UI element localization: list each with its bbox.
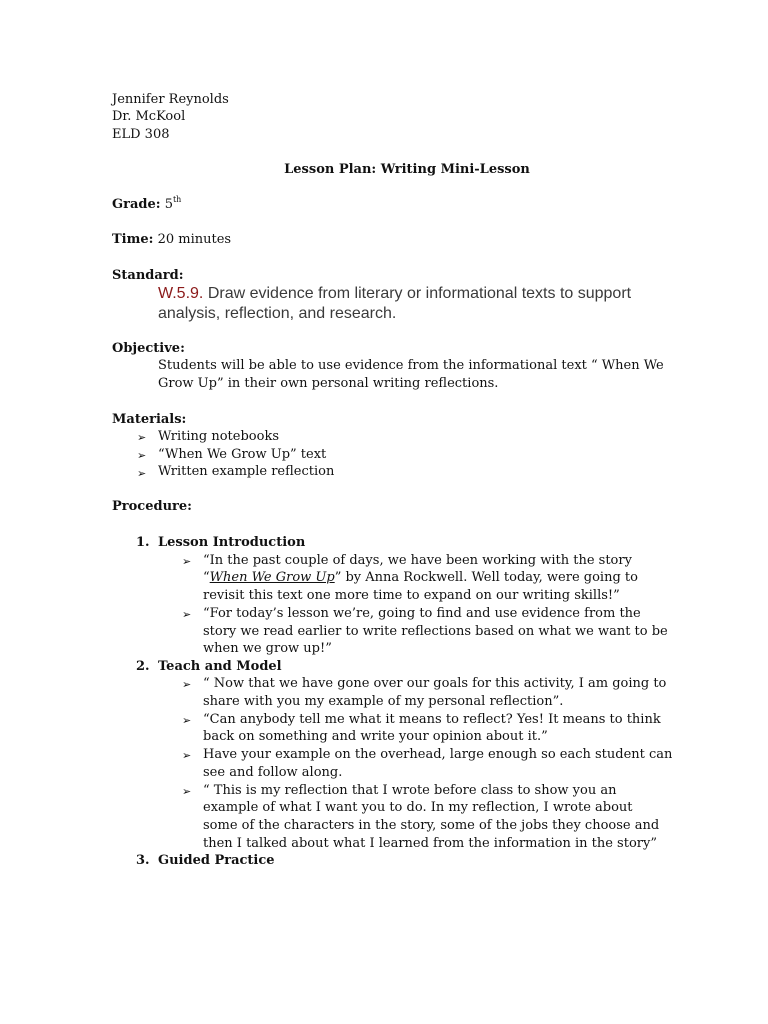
bullet-line: back on something and write your opinion about it.” bbox=[203, 729, 548, 744]
step-number: 2. bbox=[136, 659, 150, 674]
list-item: “When We Grow Up” text bbox=[158, 447, 327, 462]
arrowhead-bullet-icon: ➢ bbox=[182, 749, 192, 762]
arrowhead-bullet-icon: ➢ bbox=[137, 449, 147, 462]
objective-line-2: Grow Up” in their own personal writing reflections. bbox=[158, 376, 499, 391]
bullet-line: story we read earlier to write reflections based on what we want to be bbox=[203, 624, 668, 639]
page-title: Lesson Plan: Writing Mini-Lesson bbox=[284, 162, 530, 177]
materials-label: Materials: bbox=[112, 412, 187, 427]
author-name: Jennifer Reynolds bbox=[112, 92, 229, 107]
bullet-line: example of what I want you to do. In my reflection, I wrote about bbox=[203, 800, 633, 815]
bullet-line: “In the past couple of days, we have been working with the story bbox=[203, 553, 632, 568]
step-title: Teach and Model bbox=[158, 659, 282, 674]
time-value: 20 minutes bbox=[157, 232, 232, 247]
bullet-line: “Can anybody tell me what it means to reflect? Yes! It means to think bbox=[203, 712, 661, 727]
bullet-line: “When We Grow Up” by Anna Rockwell. Well today, were going to bbox=[203, 570, 638, 585]
bullet-line: some of the characters in the story, some of the jobs they choose and bbox=[203, 818, 660, 833]
bullet-line: “For today’s lesson we’re, going to find and use evidence from the bbox=[203, 606, 641, 621]
bullet-line: then I talked about what I learned from the information in the story” bbox=[203, 836, 657, 851]
standard-line-2: analysis, reflection, and research. bbox=[158, 305, 397, 322]
time-line bbox=[112, 231, 231, 249]
arrowhead-bullet-icon: ➢ bbox=[182, 608, 192, 621]
arrowhead-bullet-icon: ➢ bbox=[182, 785, 192, 798]
standard-code: W.5.9. bbox=[158, 285, 204, 302]
arrowhead-bullet-icon: ➢ bbox=[182, 678, 192, 691]
grade-line bbox=[112, 196, 181, 214]
arrowhead-bullet-icon: ➢ bbox=[182, 714, 192, 727]
story-title: When We Grow Up bbox=[209, 570, 335, 585]
objective-line-1: Students will be able to use evidence from the informational text “ When We bbox=[158, 358, 664, 373]
arrowhead-bullet-icon: ➢ bbox=[182, 555, 192, 568]
arrowhead-bullet-icon: ➢ bbox=[137, 431, 147, 444]
grade-label: Grade: bbox=[112, 197, 161, 212]
step-number: 3. bbox=[136, 853, 150, 868]
standard-label: Standard: bbox=[112, 268, 184, 283]
procedure-label: Procedure: bbox=[112, 499, 192, 514]
course-code: ELD 308 bbox=[112, 127, 170, 142]
step-number: 1. bbox=[136, 535, 150, 550]
bullet-line: see and follow along. bbox=[203, 765, 343, 780]
bullet-line: share with you my example of my personal reflection”. bbox=[203, 694, 564, 709]
time-label: Time: bbox=[112, 232, 154, 247]
standard-line-1 bbox=[158, 284, 631, 304]
bullet-line: revisit this text one more time to expand on our writing skills!” bbox=[203, 588, 620, 603]
standard-text-1: Draw evidence from literary or informational texts to support bbox=[207, 285, 632, 302]
step-title: Lesson Introduction bbox=[158, 535, 306, 550]
grade-value: 5th bbox=[164, 194, 182, 212]
step-title: Guided Practice bbox=[158, 853, 275, 868]
list-item: Writing notebooks bbox=[158, 429, 279, 444]
objective-label: Objective: bbox=[112, 341, 185, 356]
bullet-line: “ This is my reflection that I wrote before class to show you an bbox=[203, 783, 617, 798]
list-item: Written example reflection bbox=[158, 464, 335, 479]
arrowhead-bullet-icon: ➢ bbox=[137, 467, 147, 480]
instructor-name: Dr. McKool bbox=[112, 109, 186, 124]
bullet-line: when we grow up!” bbox=[203, 641, 332, 656]
bullet-line: Have your example on the overhead, large enough so each student can bbox=[203, 747, 673, 762]
bullet-line: “ Now that we have gone over our goals for this activity, I am going to bbox=[203, 676, 667, 691]
